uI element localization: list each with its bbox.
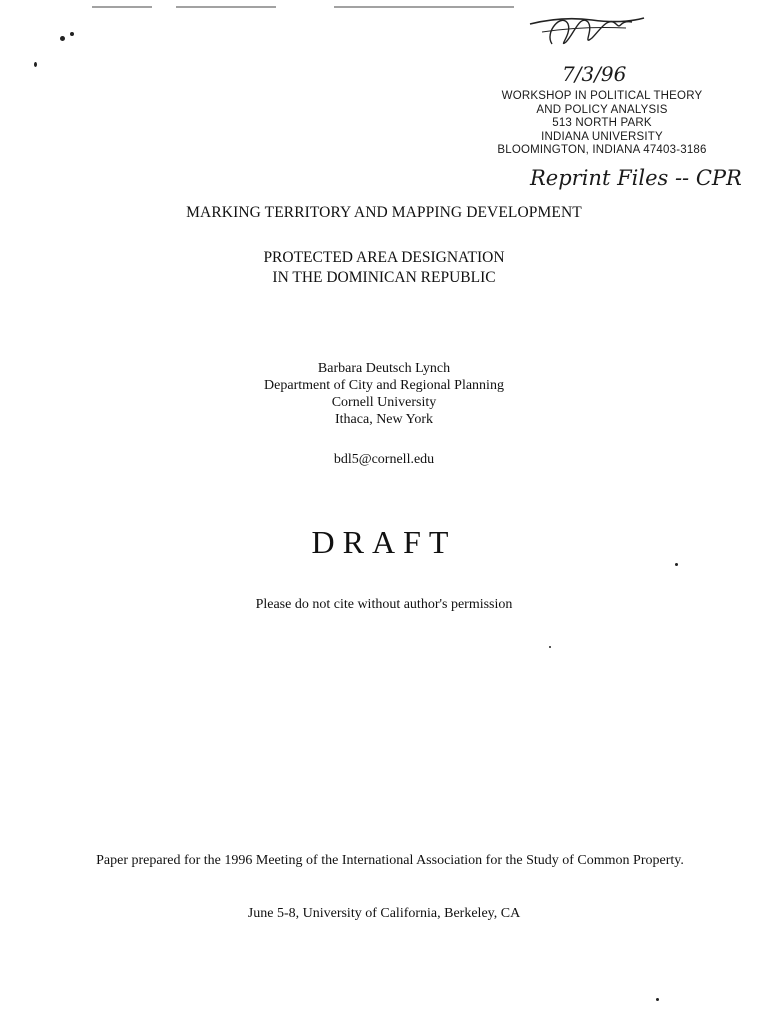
author-name: Barbara Deutsch Lynch	[317, 361, 451, 376]
scan-speck	[675, 563, 678, 566]
stamp-line: INDIANA UNIVERSITY	[541, 130, 663, 143]
scan-artifact	[176, 6, 276, 8]
stamp-line: AND POLICY ANALYSIS	[536, 103, 668, 116]
institution-stamp	[492, 90, 712, 158]
scan-artifact	[334, 6, 514, 8]
scan-speck	[70, 32, 74, 36]
signature-scribble	[522, 2, 652, 58]
scan-artifact	[92, 6, 152, 8]
subtitle-line: PROTECTED AREA DESIGNATION	[263, 249, 505, 266]
author-block	[0, 360, 768, 428]
scan-speck	[549, 646, 551, 648]
stamp-line: 513 NORTH PARK	[552, 117, 652, 129]
subtitle-line: IN THE DOMINICAN REPUBLIC	[272, 269, 496, 286]
citation-notice: Please do not cite without author's permission	[255, 597, 513, 612]
author-location: Ithaca, New York	[335, 412, 433, 427]
draft-label: DRAFT	[311, 524, 457, 560]
scan-speck	[60, 36, 65, 41]
handwritten-date: 7/3/96	[562, 62, 627, 86]
paper-note: Paper prepared for the 1996 Meeting of the International Association for the Study of Common Property.	[96, 853, 684, 868]
author-university: Cornell University	[331, 395, 437, 410]
stamp-line: BLOOMINGTON, INDIANA 47403-3186	[497, 144, 707, 156]
document-subtitle	[0, 248, 768, 288]
meeting-dates: June 5-8, University of California, Berkeley, CA	[247, 906, 521, 921]
author-department: Department of City and Regional Planning	[264, 378, 504, 393]
stamp-line: WORKSHOP IN POLITICAL THEORY	[501, 90, 703, 102]
scan-speck	[34, 62, 37, 67]
scan-speck	[656, 998, 659, 1001]
handwritten-note: Reprint Files -- CPR	[530, 166, 742, 190]
author-email: bdl5@cornell.edu	[333, 452, 435, 467]
document-title: MARKING TERRITORY AND MAPPING DEVELOPMENT	[186, 204, 582, 221]
